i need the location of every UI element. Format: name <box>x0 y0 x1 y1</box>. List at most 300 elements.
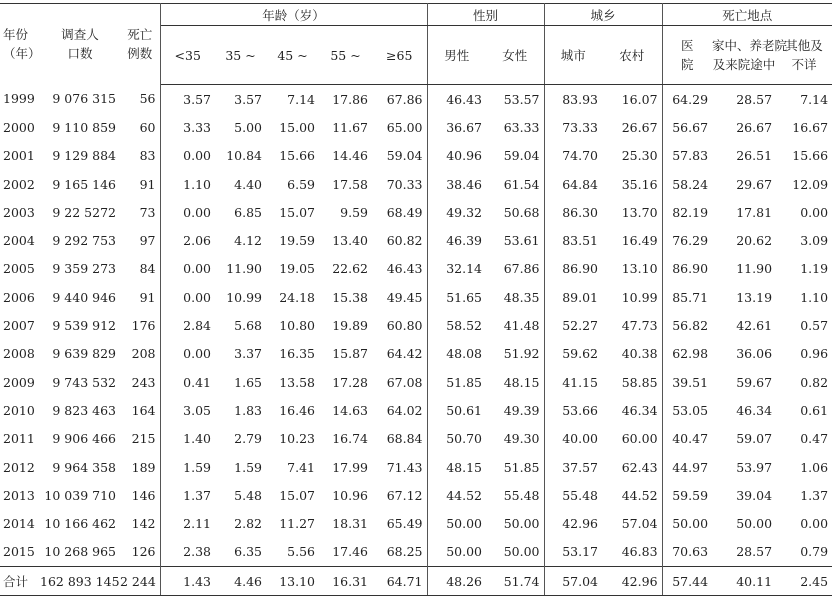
table-row <box>0 538 832 567</box>
table-cell: 5.00 <box>234 119 262 135</box>
table-cell: 9 292 753 <box>52 233 116 249</box>
table-cell: 0.00 <box>183 204 211 220</box>
table-body <box>0 85 832 596</box>
table-cell: 61.54 <box>486 170 544 198</box>
table-cell: 0.00 <box>183 346 211 362</box>
table-cell: 16.74 <box>332 431 368 447</box>
table-cell: 16.35 <box>279 346 315 362</box>
place-group-header: 死亡地点 <box>662 4 832 26</box>
table-cell: 44.52 <box>602 481 662 509</box>
table-cell: 64.71 <box>372 567 427 596</box>
table-cell: 25.30 <box>602 142 662 170</box>
table-cell: 17.46 <box>332 544 368 560</box>
table-cell: 11.27 <box>279 516 315 532</box>
table-cell: 65.49 <box>372 509 427 537</box>
table-cell: 7.41 <box>287 459 315 475</box>
table-cell: 9 539 912 <box>52 318 116 334</box>
table-cell: 10.80 <box>279 318 315 334</box>
table-cell: 50.00 <box>446 516 482 532</box>
table-cell: 49.39 <box>486 396 544 424</box>
table-cell: 4.46 <box>215 567 266 596</box>
table-cell: 142 <box>120 509 160 537</box>
table-cell: 56.82 <box>672 318 709 334</box>
table-cell: 40.11 <box>712 567 776 596</box>
sex-col-header: 男性 <box>427 26 486 85</box>
table-cell: 0.00 <box>800 204 829 220</box>
table-cell: 63.33 <box>486 113 544 141</box>
table-cell: 36.06 <box>736 346 773 362</box>
table-cell: 22.62 <box>332 261 368 277</box>
age-col-header: 55 ~ <box>319 26 372 85</box>
row-label-cell: 2008 <box>3 346 35 362</box>
table-cell: 47.73 <box>602 311 662 339</box>
area-group-header: 城乡 <box>544 4 662 26</box>
table-cell: 2.82 <box>234 516 262 532</box>
table-cell: 46.39 <box>446 233 482 249</box>
table-cell: 53.97 <box>736 459 773 475</box>
table-cell: 1.59 <box>183 459 211 475</box>
table-cell: 86.90 <box>562 261 599 277</box>
table-cell: 39.04 <box>736 487 773 503</box>
table-cell: 58.52 <box>446 318 482 334</box>
row-label-cell: 2013 <box>3 487 35 503</box>
table-cell: 51.92 <box>486 340 544 368</box>
table-cell: 70.63 <box>672 544 709 560</box>
table-cell: 13.19 <box>736 289 773 305</box>
table-cell: 16.46 <box>279 402 315 418</box>
table-cell: 5.48 <box>234 487 262 503</box>
table-cell: 1.10 <box>800 289 829 305</box>
table-cell: 9 906 466 <box>52 431 116 447</box>
table-cell: 39.51 <box>672 374 709 390</box>
table-cell: 73.33 <box>562 119 599 135</box>
table-cell: 14.63 <box>332 402 368 418</box>
table-cell: 13.58 <box>279 374 315 390</box>
table-cell: 10.99 <box>602 283 662 311</box>
table-cell: 46.34 <box>602 396 662 424</box>
table-cell: 162 893 145 <box>40 567 120 596</box>
table-cell: 48.08 <box>446 346 482 362</box>
table-cell: 83 <box>120 142 160 170</box>
table-cell: 15.07 <box>279 487 315 503</box>
table-cell: 64.42 <box>372 340 427 368</box>
table-cell: 60.82 <box>372 226 427 254</box>
table-cell: 9 359 273 <box>52 261 116 277</box>
area-col-header: 农村 <box>602 26 662 85</box>
table-cell: 76.29 <box>672 233 709 249</box>
table-cell: 53.17 <box>562 544 599 560</box>
table-cell: 46.83 <box>602 538 662 567</box>
table-cell: 51.74 <box>486 567 544 596</box>
table-cell: 6.59 <box>287 176 315 192</box>
table-row <box>0 396 832 424</box>
table-cell: 67.86 <box>486 255 544 283</box>
table-cell: 0.00 <box>800 516 829 532</box>
table-cell: 57.04 <box>602 509 662 537</box>
table-cell: 73 <box>120 198 160 226</box>
table-cell: 48.35 <box>486 283 544 311</box>
table-cell: 10.96 <box>332 487 368 503</box>
table-cell: 51.85 <box>446 374 482 390</box>
table-cell: 9 22 5272 <box>52 204 116 220</box>
age-col-header: 45 ~ <box>266 26 319 85</box>
table-cell: 56.67 <box>672 119 709 135</box>
table-cell: 74.70 <box>562 148 599 164</box>
table-cell: 57.83 <box>672 148 709 164</box>
table-cell: 2.06 <box>183 233 211 249</box>
table-cell: 20.62 <box>736 233 773 249</box>
table-cell: 40.96 <box>446 148 482 164</box>
table-cell: 64.84 <box>562 176 599 192</box>
table-cell: 3.09 <box>800 233 829 249</box>
table-cell: 15.38 <box>332 289 368 305</box>
table-cell: 40.00 <box>562 431 599 447</box>
table-cell: 85.71 <box>672 289 709 305</box>
table-cell: 28.57 <box>736 544 773 560</box>
table-cell: 10 166 462 <box>44 516 116 532</box>
deaths-header: 死亡 例数 <box>120 4 160 85</box>
table-cell: 14.46 <box>332 148 368 164</box>
table-cell: 50.61 <box>446 402 482 418</box>
table-cell: 82.19 <box>672 204 709 220</box>
table-cell: 17.81 <box>736 204 773 220</box>
table-cell: 2.11 <box>183 516 211 532</box>
table-cell: 9 639 829 <box>52 346 116 362</box>
table-cell: 19.89 <box>332 318 368 334</box>
table-cell: 86.90 <box>672 261 709 277</box>
table-cell: 68.25 <box>372 538 427 567</box>
mortality-table <box>0 3 832 596</box>
table-cell: 57.04 <box>544 567 602 596</box>
table-cell: 44.97 <box>672 459 709 475</box>
table-cell: 24.18 <box>279 289 315 305</box>
table-cell: 51.65 <box>446 289 482 305</box>
table-row <box>0 255 832 283</box>
table-cell: 41.15 <box>562 374 599 390</box>
table-cell: 50.68 <box>486 198 544 226</box>
table-cell: 58.85 <box>602 368 662 396</box>
table-cell: 1.37 <box>800 487 829 503</box>
table-row <box>0 226 832 254</box>
table-cell: 16.49 <box>602 226 662 254</box>
table-cell: 38.46 <box>446 176 482 192</box>
table-cell: 49.45 <box>372 283 427 311</box>
table-cell: 10 039 710 <box>44 487 116 503</box>
table-cell: 15.00 <box>279 119 315 135</box>
table-cell: 56 <box>120 85 160 114</box>
table-cell: 83.51 <box>562 233 599 249</box>
table-cell: 5.68 <box>234 318 262 334</box>
table-cell: 41.48 <box>486 311 544 339</box>
table-row <box>0 453 832 481</box>
table-cell: 26.51 <box>736 148 773 164</box>
table-cell: 9 076 315 <box>52 91 116 107</box>
table-cell: 50.00 <box>446 544 482 560</box>
table-row <box>0 311 832 339</box>
table-cell: 1.06 <box>800 459 829 475</box>
table-cell: 59.67 <box>736 374 773 390</box>
place-hospital-header: 医 院 <box>662 26 712 85</box>
table-cell: 0.79 <box>800 544 829 560</box>
row-label-cell: 2010 <box>3 402 35 418</box>
table-cell: 67.08 <box>372 368 427 396</box>
table-cell: 164 <box>120 396 160 424</box>
table-cell: 49.32 <box>446 204 482 220</box>
row-label-cell: 2011 <box>3 431 35 447</box>
row-label-cell: 2000 <box>3 119 35 135</box>
table-cell: 9.59 <box>340 204 368 220</box>
table-row <box>0 198 832 226</box>
table-cell: 10.84 <box>226 148 262 164</box>
table-cell: 215 <box>120 425 160 453</box>
table-cell: 0.47 <box>800 431 829 447</box>
table-cell: 57.44 <box>662 567 712 596</box>
table-cell: 59.62 <box>562 346 599 362</box>
table-cell: 9 964 358 <box>52 459 116 475</box>
table-cell: 3.37 <box>234 346 262 362</box>
table-cell: 17.28 <box>332 374 368 390</box>
table-cell: 42.61 <box>736 318 773 334</box>
table-cell: 1.10 <box>183 176 211 192</box>
table-cell: 59.04 <box>486 142 544 170</box>
table-cell: 16.67 <box>792 119 829 135</box>
row-label-cell: 2003 <box>3 204 35 220</box>
table-cell: 70.33 <box>372 170 427 198</box>
table-cell: 9 743 532 <box>52 374 116 390</box>
table-cell: 9 129 884 <box>52 148 116 164</box>
table-cell: 18.31 <box>332 516 368 532</box>
table-cell: 19.05 <box>279 261 315 277</box>
table-cell: 50.00 <box>486 538 544 567</box>
row-label-cell: 2001 <box>3 148 35 164</box>
table-cell: 51.85 <box>486 453 544 481</box>
table-cell: 208 <box>120 340 160 368</box>
table-cell: 55.48 <box>486 481 544 509</box>
age-col-header: ≥65 <box>372 26 427 85</box>
table-cell: 50.00 <box>486 509 544 537</box>
total-row <box>0 567 832 596</box>
row-label-cell: 2006 <box>3 289 35 305</box>
table-cell: 36.67 <box>446 119 482 135</box>
table-cell: 4.40 <box>234 176 262 192</box>
table-cell: 26.67 <box>736 119 773 135</box>
table-cell: 49.30 <box>486 425 544 453</box>
table-cell: 9 823 463 <box>52 402 116 418</box>
table-cell: 46.34 <box>736 402 773 418</box>
table-cell: 17.58 <box>332 176 368 192</box>
table-cell: 44.52 <box>446 487 482 503</box>
table-cell: 40.47 <box>672 431 709 447</box>
area-col-header: 城市 <box>544 26 602 85</box>
age-group-header: 年龄（岁） <box>160 4 427 26</box>
table-cell: 126 <box>120 538 160 567</box>
table-cell: 35.16 <box>602 170 662 198</box>
table-row <box>0 85 832 114</box>
table-cell: 62.98 <box>672 346 709 362</box>
table-cell: 3.33 <box>183 119 211 135</box>
table-cell: 53.61 <box>486 226 544 254</box>
table-cell: 64.29 <box>672 91 709 107</box>
table-cell: 46.43 <box>446 91 482 107</box>
row-label-cell: 2002 <box>3 176 35 192</box>
table-row <box>0 113 832 141</box>
table-cell: 19.59 <box>279 233 315 249</box>
table-cell: 9 440 946 <box>52 289 116 305</box>
table-row <box>0 425 832 453</box>
row-label-cell: 2007 <box>3 318 35 334</box>
table-cell: 91 <box>120 283 160 311</box>
table-cell: 10.99 <box>226 289 262 305</box>
table-cell: 176 <box>120 311 160 339</box>
row-label-cell: 合计 <box>0 567 40 596</box>
table-cell: 64.02 <box>372 396 427 424</box>
row-label-cell: 2004 <box>3 233 35 249</box>
table-cell: 17.86 <box>332 91 368 107</box>
row-label-cell: 2005 <box>3 261 35 277</box>
table-cell: 146 <box>120 481 160 509</box>
table-cell: 13.10 <box>266 567 319 596</box>
table-cell: 37.57 <box>562 459 599 475</box>
table-cell: 15.66 <box>279 148 315 164</box>
row-label-cell: 1999 <box>3 91 35 107</box>
table-cell: 9 110 859 <box>52 119 116 135</box>
table-cell: 67.12 <box>372 481 427 509</box>
table-cell: 59.04 <box>372 142 427 170</box>
table-cell: 0.57 <box>800 318 829 334</box>
table-row <box>0 170 832 198</box>
table-cell: 67.86 <box>372 85 427 114</box>
table-cell: 9 165 146 <box>52 176 116 192</box>
table-cell: 50.00 <box>736 516 773 532</box>
place-other-header: 其他及 不详 <box>776 26 832 85</box>
table-cell: 53.66 <box>562 402 599 418</box>
table-cell: 10.23 <box>279 431 315 447</box>
table-cell: 0.00 <box>183 148 211 164</box>
table-cell: 4.12 <box>234 233 262 249</box>
table-cell: 13.70 <box>602 198 662 226</box>
sex-col-header: 女性 <box>486 26 544 85</box>
row-label-cell: 2009 <box>3 374 35 390</box>
table-cell: 7.14 <box>287 91 315 107</box>
table-cell: 62.43 <box>602 453 662 481</box>
table-cell: 52.27 <box>562 318 599 334</box>
table-cell: 0.96 <box>800 346 829 362</box>
table-cell: 2.38 <box>183 544 211 560</box>
table-cell: 50.70 <box>446 431 482 447</box>
table-cell: 3.57 <box>234 91 262 107</box>
table-cell: 0.00 <box>183 289 211 305</box>
table-cell: 7.14 <box>800 91 829 107</box>
population-header: 调查人 口数 <box>40 4 120 85</box>
table-cell: 2.84 <box>183 318 211 334</box>
table-cell: 12.09 <box>792 176 829 192</box>
table-cell: 11.90 <box>736 261 773 277</box>
table-cell: 5.56 <box>287 544 315 560</box>
table-cell: 16.07 <box>602 85 662 114</box>
table-cell: 15.07 <box>279 204 315 220</box>
table-cell: 68.84 <box>372 425 427 453</box>
table-cell: 2 244 <box>120 567 160 596</box>
row-label-cell: 2012 <box>3 459 35 475</box>
table-row <box>0 340 832 368</box>
table-cell: 53.57 <box>486 85 544 114</box>
table-cell: 97 <box>120 226 160 254</box>
table-cell: 68.49 <box>372 198 427 226</box>
table-cell: 60 <box>120 113 160 141</box>
table-cell: 40.38 <box>602 340 662 368</box>
table-cell: 15.66 <box>792 148 829 164</box>
table-cell: 243 <box>120 368 160 396</box>
table-cell: 1.43 <box>160 567 215 596</box>
table-cell: 2.79 <box>234 431 262 447</box>
table-cell: 91 <box>120 170 160 198</box>
place-home-header: 家中、养老院 及来院途中 <box>712 26 776 85</box>
table-cell: 50.00 <box>672 516 709 532</box>
age-col-header: 35 ~ <box>215 26 266 85</box>
table-cell: 0.61 <box>800 402 829 418</box>
table-cell: 29.67 <box>736 176 773 192</box>
table-cell: 84 <box>120 255 160 283</box>
table-cell: 13.40 <box>332 233 368 249</box>
table-cell: 48.15 <box>446 459 482 475</box>
table-cell: 1.19 <box>800 261 829 277</box>
table-row <box>0 509 832 537</box>
table-cell: 60.80 <box>372 311 427 339</box>
sex-group-header: 性别 <box>427 4 544 26</box>
table-cell: 0.00 <box>183 261 211 277</box>
table-row <box>0 283 832 311</box>
table-cell: 1.37 <box>183 487 211 503</box>
table-cell: 48.26 <box>427 567 486 596</box>
table-cell: 26.67 <box>602 113 662 141</box>
table-cell: 11.67 <box>332 119 368 135</box>
table-cell: 15.87 <box>332 346 368 362</box>
table-cell: 11.90 <box>226 261 262 277</box>
table-cell: 89.01 <box>562 289 599 305</box>
row-label-cell: 2015 <box>3 544 35 560</box>
table-row <box>0 481 832 509</box>
table-cell: 59.07 <box>736 431 773 447</box>
table-cell: 28.57 <box>736 91 773 107</box>
table-row <box>0 368 832 396</box>
table-cell: 0.41 <box>183 374 211 390</box>
age-col-header: <35 <box>160 26 215 85</box>
table-cell: 1.65 <box>234 374 262 390</box>
table-cell: 42.96 <box>562 516 599 532</box>
table-cell: 42.96 <box>602 567 662 596</box>
table-cell: 16.31 <box>319 567 372 596</box>
table-cell: 6.35 <box>234 544 262 560</box>
table-cell: 48.15 <box>486 368 544 396</box>
table-cell: 1.83 <box>234 402 262 418</box>
table-cell: 53.05 <box>672 402 709 418</box>
table-cell: 58.24 <box>672 176 709 192</box>
table-cell: 0.82 <box>800 374 829 390</box>
table-row <box>0 142 832 170</box>
table-cell: 3.05 <box>183 402 211 418</box>
table-cell: 55.48 <box>562 487 599 503</box>
table-cell: 17.99 <box>332 459 368 475</box>
table-cell: 60.00 <box>602 425 662 453</box>
table-cell: 10 268 965 <box>44 544 116 560</box>
table-cell: 71.43 <box>372 453 427 481</box>
year-header: 年份 （年） <box>0 4 40 85</box>
table-cell: 13.10 <box>602 255 662 283</box>
table-cell: 6.85 <box>234 204 262 220</box>
table-cell: 59.59 <box>672 487 709 503</box>
table-cell: 3.57 <box>183 91 211 107</box>
table-cell: 46.43 <box>372 255 427 283</box>
